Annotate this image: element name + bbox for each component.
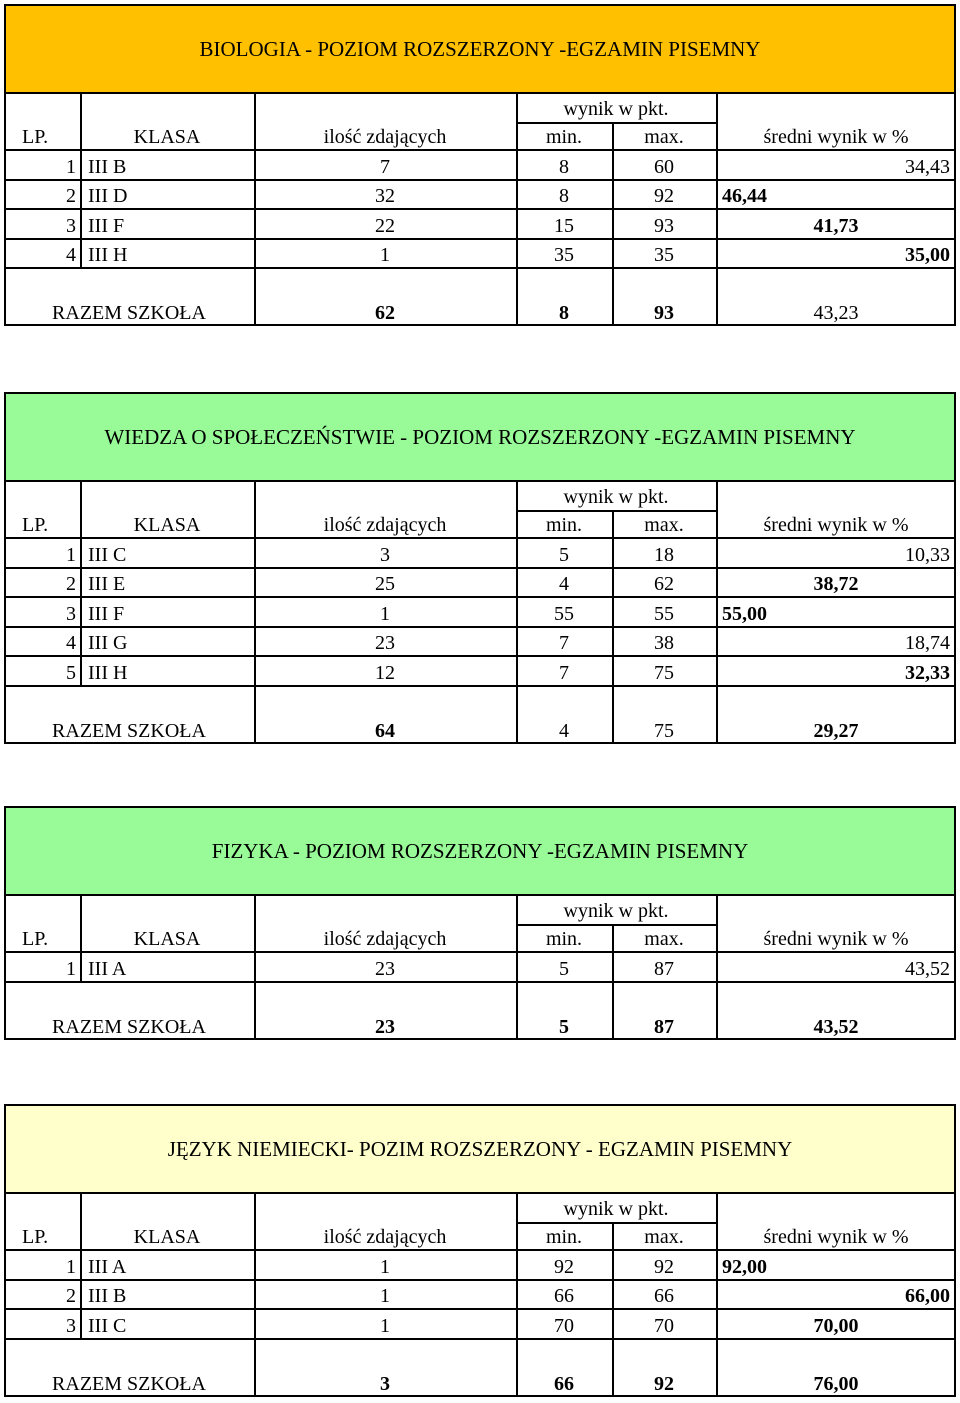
- grid-line: [954, 1192, 956, 1397]
- row-klasa: III F: [88, 214, 125, 237]
- row-ilosc: 22: [375, 214, 395, 237]
- header-ilosc: ilość zdających: [323, 514, 447, 536]
- grid-line: [516, 480, 518, 744]
- row-min: 66: [554, 1285, 574, 1307]
- grid-line: [4, 981, 956, 983]
- row-max: 93: [654, 214, 674, 237]
- row-max: 87: [654, 957, 674, 980]
- total-ilosc: 23: [375, 1015, 395, 1038]
- grid-line: [4, 537, 956, 539]
- header-wynik: wynik w pkt.: [563, 486, 669, 508]
- row-ilosc: 3: [380, 543, 390, 566]
- row-sredni: 70,00: [813, 1314, 859, 1337]
- section-title: FIZYKA - POZIOM ROZSZERZONY -EGZAMIN PISEMNY: [4, 806, 956, 896]
- total-max: 93: [654, 302, 674, 324]
- header-ilosc: ilość zdających: [323, 928, 447, 950]
- row-max: 92: [654, 1255, 674, 1278]
- row-klasa: III A: [88, 1255, 127, 1278]
- grid-line: [954, 894, 956, 1040]
- row-ilosc: 1: [380, 1255, 390, 1278]
- row-min: 5: [559, 957, 569, 980]
- total-label: RAZEM SZKOŁA: [52, 1015, 206, 1038]
- header-ilosc: ilość zdających: [323, 1226, 447, 1248]
- total-label: RAZEM SZKOŁA: [52, 302, 206, 324]
- total-max: 87: [654, 1015, 674, 1038]
- row-klasa: III C: [88, 543, 127, 566]
- grid-line: [4, 1308, 956, 1310]
- grid-line: [612, 924, 614, 1040]
- header-min: min.: [545, 126, 583, 148]
- row-max: 38: [654, 632, 674, 654]
- header-sredni: średni wynik w %: [763, 514, 909, 536]
- grid-line: [4, 655, 956, 657]
- header-min: min.: [545, 1226, 583, 1248]
- grid-line: [4, 324, 956, 326]
- grid-line: [716, 894, 718, 1040]
- header-lp: LP.: [22, 126, 49, 148]
- row-sredni: 18,74: [905, 632, 950, 654]
- section-title: WIEDZA O SPOŁECZEŃSTWIE - POZIOM ROZSZERZONY -EGZAMIN PISEMNY: [4, 392, 956, 482]
- grid-line: [516, 1192, 518, 1397]
- grid-line: [4, 596, 956, 598]
- grid-line: [716, 92, 718, 326]
- row-lp: 1: [66, 1255, 76, 1278]
- grid-line: [4, 567, 956, 569]
- row-lp: 1: [66, 957, 76, 980]
- header-klasa: KLASA: [133, 126, 201, 148]
- total-sredni: 43,23: [813, 302, 859, 324]
- row-max: 75: [654, 661, 674, 684]
- grid-line: [4, 1395, 956, 1397]
- row-sredni: 35,00: [905, 244, 950, 266]
- row-klasa: III A: [88, 957, 127, 980]
- row-min: 7: [559, 661, 569, 684]
- total-max: 92: [654, 1372, 674, 1395]
- row-min: 4: [559, 573, 569, 595]
- grid-line: [716, 1192, 718, 1397]
- row-max: 62: [654, 573, 674, 595]
- grid-line: [4, 685, 956, 687]
- header-sredni: średni wynik w %: [763, 1226, 909, 1248]
- total-ilosc: 3: [380, 1372, 390, 1395]
- row-max: 66: [654, 1285, 674, 1307]
- grid-line: [516, 1222, 716, 1224]
- row-sredni: 34,43: [905, 155, 950, 178]
- grid-line: [4, 894, 6, 1040]
- row-lp: 3: [66, 602, 76, 625]
- header-sredni: średni wynik w %: [763, 126, 909, 148]
- row-lp: 3: [66, 1314, 76, 1337]
- row-ilosc: 25: [375, 573, 395, 595]
- row-sredni: 46,44: [722, 185, 767, 207]
- row-lp: 4: [66, 244, 76, 266]
- grid-line: [516, 122, 716, 124]
- grid-line: [954, 480, 956, 744]
- row-max: 70: [654, 1314, 674, 1337]
- grid-line: [516, 92, 518, 326]
- row-ilosc: 23: [375, 957, 395, 980]
- section-title: BIOLOGIA - POZIOM ROZSZERZONY -EGZAMIN PISEMNY: [4, 4, 956, 94]
- grid-line: [516, 924, 716, 926]
- header-max: max.: [644, 514, 684, 536]
- grid-line: [4, 742, 956, 744]
- grid-line: [4, 1038, 956, 1040]
- grid-line: [80, 480, 82, 686]
- header-ilosc: ilość zdających: [323, 126, 447, 148]
- row-ilosc: 1: [380, 1285, 390, 1307]
- row-min: 70: [554, 1314, 574, 1337]
- header-sredni: średni wynik w %: [763, 928, 909, 950]
- row-min: 8: [559, 185, 569, 207]
- grid-line: [254, 894, 256, 1040]
- grid-line: [254, 480, 256, 744]
- grid-line: [4, 626, 956, 628]
- row-min: 35: [554, 244, 574, 266]
- grid-line: [4, 238, 956, 240]
- grid-line: [4, 1249, 956, 1251]
- row-max: 18: [654, 543, 674, 566]
- grid-line: [516, 894, 518, 1040]
- row-klasa: III B: [88, 155, 127, 178]
- grid-line: [4, 179, 956, 181]
- row-lp: 1: [66, 543, 76, 566]
- row-klasa: III H: [88, 661, 128, 684]
- row-ilosc: 12: [375, 661, 395, 684]
- grid-line: [80, 894, 82, 982]
- grid-line: [612, 510, 614, 744]
- header-min: min.: [545, 514, 583, 536]
- header-max: max.: [644, 928, 684, 950]
- total-label: RAZEM SZKOŁA: [52, 719, 206, 742]
- header-max: max.: [644, 126, 684, 148]
- row-klasa: III C: [88, 1314, 127, 1337]
- row-sredni: 66,00: [905, 1285, 950, 1307]
- grid-line: [716, 480, 718, 744]
- total-sredni: 43,52: [813, 1015, 859, 1038]
- row-lp: 2: [66, 185, 76, 207]
- grid-line: [4, 1279, 956, 1281]
- grid-line: [4, 1338, 956, 1340]
- row-min: 8: [559, 155, 569, 178]
- row-min: 55: [554, 602, 574, 625]
- row-ilosc: 7: [380, 155, 390, 178]
- row-sredni: 10,33: [905, 543, 950, 566]
- row-min: 7: [559, 632, 569, 654]
- header-max: max.: [644, 1226, 684, 1248]
- total-ilosc: 64: [375, 719, 395, 742]
- row-sredni: 55,00: [722, 602, 767, 625]
- total-min: 5: [559, 1015, 569, 1038]
- row-sredni: 92,00: [722, 1255, 767, 1278]
- total-max: 75: [654, 719, 674, 742]
- row-max: 55: [654, 602, 674, 625]
- row-sredni: 41,73: [813, 214, 859, 237]
- row-ilosc: 23: [375, 632, 395, 654]
- grid-line: [254, 92, 256, 326]
- grid-line: [516, 510, 716, 512]
- row-ilosc: 32: [375, 185, 395, 207]
- grid-line: [4, 951, 956, 953]
- header-klasa: KLASA: [133, 1226, 201, 1248]
- grid-line: [4, 208, 956, 210]
- total-ilosc: 62: [375, 302, 395, 324]
- row-klasa: III D: [88, 185, 128, 207]
- header-lp: LP.: [22, 928, 49, 950]
- row-lp: 2: [66, 573, 76, 595]
- row-klasa: III G: [88, 632, 128, 654]
- row-lp: 2: [66, 1285, 76, 1307]
- row-klasa: III E: [88, 573, 126, 595]
- total-min: 4: [559, 719, 569, 742]
- row-min: 92: [554, 1255, 574, 1278]
- row-klasa: III H: [88, 244, 128, 266]
- header-lp: LP.: [22, 514, 49, 536]
- row-klasa: III B: [88, 1285, 127, 1307]
- header-klasa: KLASA: [133, 928, 201, 950]
- grid-line: [254, 1192, 256, 1397]
- row-sredni: 32,33: [905, 661, 950, 684]
- row-klasa: III F: [88, 602, 125, 625]
- total-label: RAZEM SZKOŁA: [52, 1372, 206, 1395]
- row-ilosc: 1: [380, 602, 390, 625]
- grid-line: [4, 1192, 6, 1397]
- grid-line: [4, 480, 6, 744]
- total-sredni: 76,00: [813, 1372, 859, 1395]
- section-title: JĘZYK NIEMIECKI- POZIM ROZSZERZONY - EGZAMIN PISEMNY: [4, 1104, 956, 1194]
- grid-line: [4, 149, 956, 151]
- row-max: 60: [654, 155, 674, 178]
- header-klasa: KLASA: [133, 514, 201, 536]
- header-wynik: wynik w pkt.: [563, 98, 669, 120]
- row-max: 92: [654, 185, 674, 207]
- row-max: 35: [654, 244, 674, 266]
- row-ilosc: 1: [380, 1314, 390, 1337]
- row-lp: 3: [66, 214, 76, 237]
- grid-line: [612, 122, 614, 326]
- row-lp: 1: [66, 155, 76, 178]
- row-lp: 4: [66, 632, 76, 654]
- grid-line: [80, 92, 82, 268]
- grid-line: [80, 1192, 82, 1339]
- row-lp: 5: [66, 661, 76, 684]
- row-sredni: 38,72: [813, 573, 859, 595]
- total-min: 8: [559, 302, 569, 324]
- header-lp: LP.: [22, 1226, 49, 1248]
- total-min: 66: [554, 1372, 574, 1395]
- row-min: 15: [554, 214, 574, 237]
- row-ilosc: 1: [380, 244, 390, 266]
- grid-line: [612, 1222, 614, 1397]
- header-wynik: wynik w pkt.: [563, 900, 669, 922]
- row-sredni: 43,52: [905, 957, 950, 980]
- grid-line: [4, 267, 956, 269]
- header-wynik: wynik w pkt.: [563, 1198, 669, 1220]
- row-min: 5: [559, 543, 569, 566]
- header-min: min.: [545, 928, 583, 950]
- total-sredni: 29,27: [813, 719, 859, 742]
